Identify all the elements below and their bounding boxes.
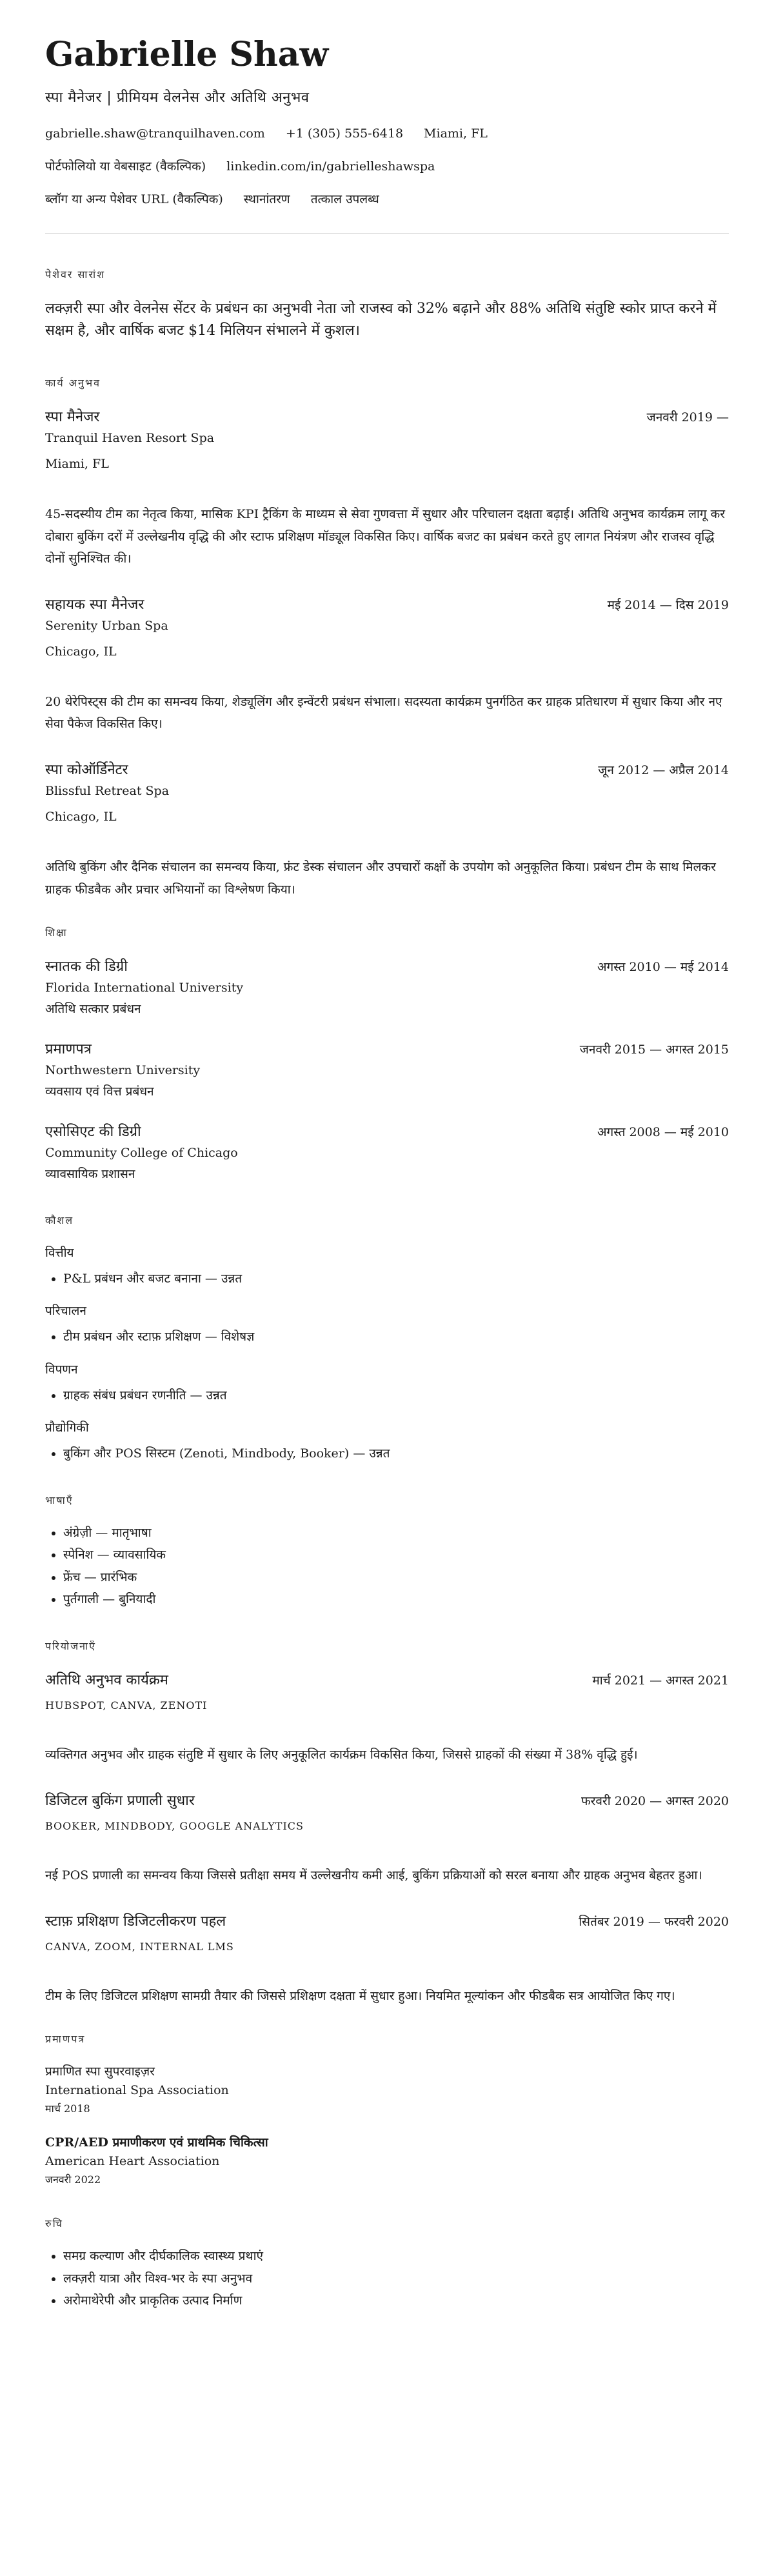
education-entry [45,1039,729,1099]
project-tech: CANVA, ZOOM, INTERNAL LMS [45,1941,234,1953]
contact-row-3 [45,192,729,208]
certification-date: जनवरी 2022 [45,2173,101,2186]
education-title: शिक्षा [45,926,68,939]
interest-item: • समग्र कल्याण और दीर्घकालिक स्वास्थ्य प्रथाएं [63,2247,729,2266]
certification-issuer: American Heart Association [45,2154,220,2169]
skill-item: • बुकिंग और POS सिस्टम (Zenoti, Mindbody, Booker) — उन्नत [63,1444,729,1463]
education-date: अगस्त 2010 — मई 2014 [597,959,729,974]
education-date: जनवरी 2015 — अगस्त 2015 [579,1042,729,1057]
skill-item: • टीम प्रबंधन और स्टाफ़ प्रशिक्षण — विशेषज्ञ [63,1328,729,1346]
skills-title: कौशल [45,1213,74,1226]
language-item: • फ्रेंच — प्रारंभिक [63,1568,729,1587]
education-entry [45,956,729,1017]
language-item: • अंग्रेज़ी — मातृभाषा [63,1524,729,1543]
projects-list [45,1670,729,2008]
field-of-study: व्यावसायिक प्रशासन [45,1166,135,1181]
job-company: Serenity Urban Spa [45,619,168,633]
project-name: अतिथि अनुभव कार्यक्रम [45,1672,168,1688]
field-of-study: अतिथि सत्कार प्रबंधन [45,1001,141,1016]
skill-item: • P&L प्रबंधन और बजट बनाना — उन्नत [63,1270,729,1288]
job-description: अतिथि बुकिंग और दैनिक संचालन का समन्वय किया, फ्रंट डेस्क संचालन और उपचारों कक्षों के उपयोग को अनुकूलित किया। प्रबंधन टीम के साथ मिलकर ग्राहक फीडबैक और प्रचार अभियानों का विश्लेषण किया। [45,860,716,897]
languages-title: भाषाएँ [45,1493,74,1506]
degree: प्रमाणपत्र [45,1041,92,1057]
certifications-title: प्रमाणपत्र [45,2033,86,2046]
job-role: सहायक स्पा मैनेजर [45,597,144,613]
education-date: अगस्त 2008 — मई 2010 [597,1124,729,1139]
project-description: टीम के लिए डिजिटल प्रशिक्षण सामग्री तैयार की जिससे प्रशिक्षण दक्षता में सुधार हुआ। नियमित मूल्यांकन और फीडबैक सत्र आयोजित किए गए। [45,1989,675,2004]
skill-category: विपणन [45,1362,78,1377]
interest-item: • लक्ज़री यात्रा और विश्व-भर के स्पा अनुभव [63,2270,729,2288]
project-date: मार्च 2021 — अगस्त 2021 [592,1673,729,1688]
summary-title: पेशेवर सारांश [45,268,106,281]
job-company: Tranquil Haven Resort Spa [45,431,215,446]
interests-list [45,2247,729,2310]
candidate-name: Gabrielle Shaw [45,35,329,74]
skills-list [45,1244,729,1463]
projects-title: परियोजनाएँ [45,1639,96,1652]
languages-list [45,1524,729,1609]
linkedin-link[interactable]: linkedin.com/in/gabrielleshawspa [226,159,435,174]
skill-item: • ग्राहक संबंध प्रबंधन रणनीति — उन्नत [63,1386,729,1405]
language-item: • पुर्तगाली — बुनियादी [63,1590,729,1609]
education-list [45,956,729,1182]
relocation: स्थानांतरण [243,192,290,206]
certification-entry [45,2133,729,2186]
availability: तत्काल उपलब्ध [310,192,379,206]
project-name: स्टाफ़ प्रशिक्षण डिजिटलीकरण पहल [45,1913,226,1930]
extra-url-label: ब्लॉग या अन्य पेशेवर URL (वैकल्पिक) [45,192,223,206]
certification-issuer: International Spa Association [45,2083,229,2098]
certification-date: मार्च 2018 [45,2102,90,2115]
job-description: 20 थेरेपिस्ट्स की टीम का समन्वय किया, शेड्यूलिंग और इन्वेंटरी प्रबंधन संभाला। सदस्यता कार्यक्रम पुनर्गठित कर ग्राहक प्रतिधारण में सुधार किया और नए सेवा पैकेज विकसित किए। [45,695,722,732]
project-name: डिजिटल बुकिंग प्रणाली सुधार [45,1792,195,1809]
project-description: व्यक्तिगत अनुभव और ग्राहक संतुष्टि में सुधार के लिए अनुकूलित कार्यक्रम विकसित किया, जिससे ग्राहकों की संख्या में 38% वृद्धि हुई। [45,1747,638,1762]
portfolio-label: पोर्टफोलियो या वेबसाइट (वैकल्पिक) [45,159,206,174]
contact-row-1 [45,126,729,142]
job-description: 45-सदस्यीय टीम का नेतृत्व किया, मासिक KPI ट्रैकिंग के माध्यम से सेवा गुणवत्ता में सुधार और परिचालन दक्षता बढ़ाई। अतिथि अनुभव कार्यक्रम लागू कर दोबारा बुकिंग दरों में उल्लेखनीय वृद्धि की और स्टाफ प्रशिक्षण मॉड्यूल विकसित किए। वार्षिक बजट का प्रबंधन करते हुए लागत नियंत्रण और राजस्व वृद्धि दोनों सुनिश्चित की। [45,507,725,566]
skill-category: प्रौद्योगिकी [45,1421,89,1435]
headline: स्पा मैनेजर | प्रीमियम वेलनेस और अतिथि अनुभव [45,90,310,106]
summary-text: लक्ज़री स्पा और वेलनेस सेंटर के प्रबंधन का अनुभवी नेता जो राजस्व को 32% बढ़ाने और 88% अतिथि संतुष्टि स्कोर प्राप्त करने में सक्षम है, और वार्षिक बजट $14 मिलियन संभालने में कुशल। [45,301,717,339]
experience-list [45,406,729,900]
email[interactable]: gabrielle.shaw@tranquilhaven.com [45,126,265,141]
experience-title: कार्य अनुभव [45,377,101,390]
job-date: जनवरी 2019 — [646,410,729,425]
project-tech: BOOKER, MINDBODY, GOOGLE ANALYTICS [45,1819,304,1832]
project-entry [45,1911,729,2007]
project-description: नई POS प्रणाली का समन्वय किया जिससे प्रतीक्षा समय में उल्लेखनीय कमी आई, बुकिंग प्रक्रियाओं को सरल बनाया और ग्राहक अनुभव बेहतर हुआ। [45,1868,702,1882]
language-item: • स्पेनिश — व्यावसायिक [63,1546,729,1564]
certification-name: प्रमाणित स्पा सुपरवाइज़र [45,2064,155,2079]
interests-title: रुचि [45,2217,63,2230]
interest-item: • अरोमाथेरेपी और प्राकृतिक उत्पाद निर्माण [63,2291,729,2310]
certification-entry [45,2062,729,2115]
job-location: Chicago, IL [45,644,117,659]
school: Northwestern University [45,1063,201,1077]
phone[interactable]: +1 (305) 555-6418 [285,126,404,141]
school: Community College of Chicago [45,1145,238,1160]
job-company: Blissful Retreat Spa [45,784,170,799]
skill-category: परिचालन [45,1304,86,1319]
certification-name: CPR/AED प्रमाणीकरण एवं प्राथमिक चिकित्सा [45,2135,268,2150]
job-location: Miami, FL [45,457,109,472]
field-of-study: व्यवसाय एवं वित्त प्रबंधन [45,1084,154,1099]
experience-entry [45,759,729,900]
job-date: जून 2012 — अप्रैल 2014 [598,763,729,778]
header-divider [45,233,729,234]
project-entry [45,1790,729,1886]
degree: स्नातक की डिग्री [45,958,128,975]
contact-row-2 [45,159,729,175]
project-date: सितंबर 2019 — फरवरी 2020 [579,1915,729,1930]
project-tech: HUBSPOT, CANVA, ZENOTI [45,1699,208,1712]
skill-category: वित्तीय [45,1245,74,1260]
job-location: Chicago, IL [45,810,117,824]
degree: एसोसिएट की डिग्री [45,1123,141,1140]
job-date: मई 2014 — दिस 2019 [607,598,729,612]
project-entry [45,1670,729,1766]
school: Florida International University [45,980,244,995]
experience-entry [45,594,729,735]
job-role: स्पा मैनेजर [45,409,100,426]
job-role: स्पा कोऑर्डिनेटर [45,762,128,779]
location: Miami, FL [424,126,488,141]
certifications-list [45,2062,729,2186]
education-entry [45,1121,729,1182]
experience-entry [45,406,729,570]
project-date: फरवरी 2020 — अगस्त 2020 [581,1793,729,1808]
